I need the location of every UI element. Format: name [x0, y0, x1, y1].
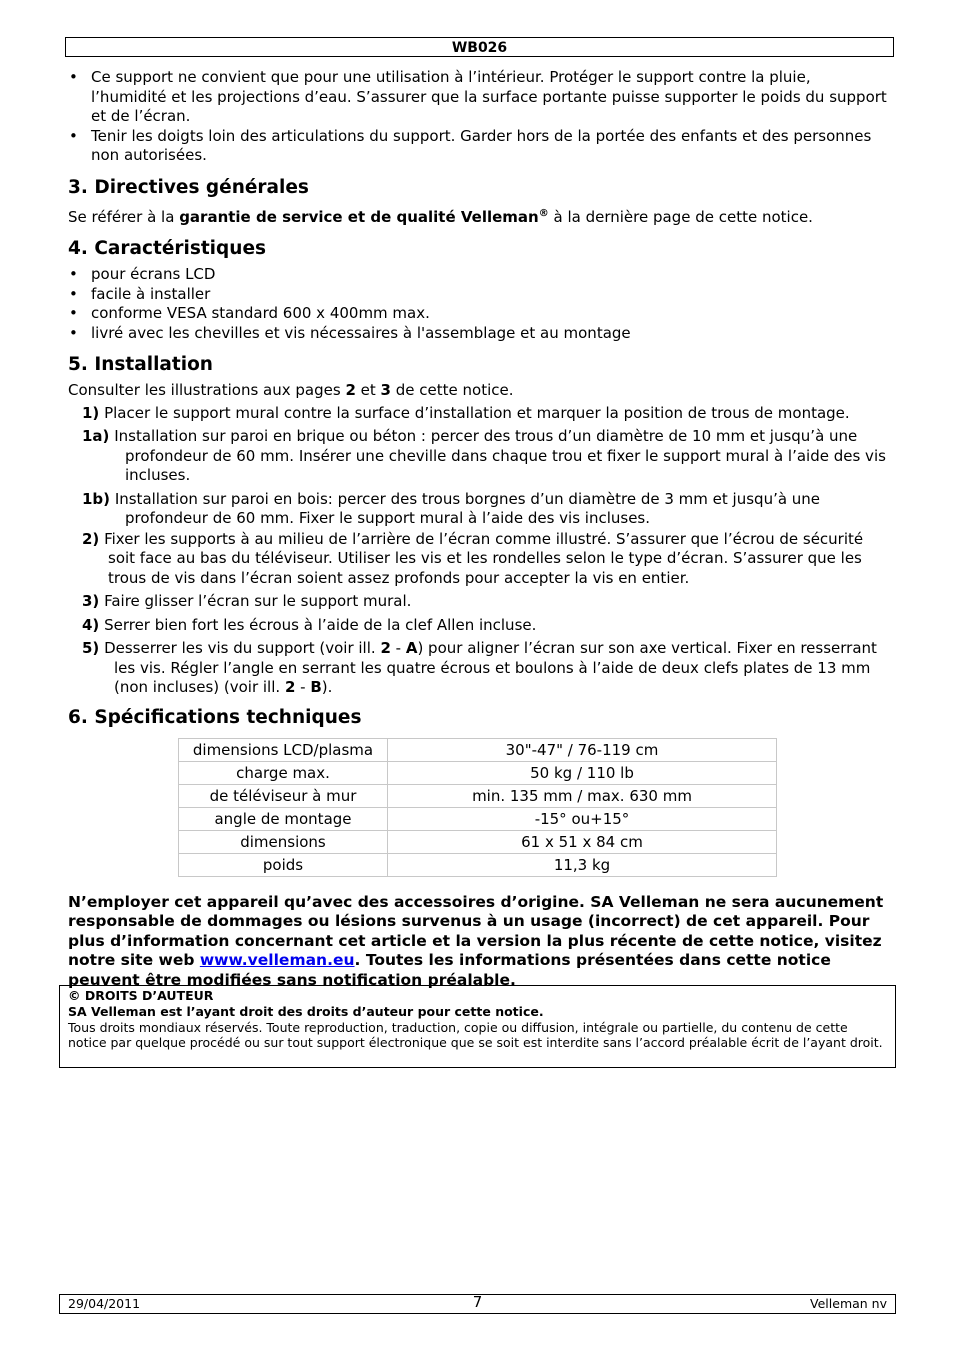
copyright-box	[59, 985, 896, 1068]
step-text-bold: A	[405, 639, 418, 657]
spec-key: poids	[179, 853, 388, 876]
step-text: -	[295, 678, 311, 696]
notice-text: N’employer cet appareil qu’avec des accessoires d’origine. SA Velleman ne sera aucunement responsable de dommages ou lésions survenus à un usage (incorrect) de cet appareil. Pour plus d’information concernant cet article et la version la plus récente de cette notice, visitez notre site web	[68, 892, 884, 969]
copyright-title: © DROITS D’AUTEUR	[68, 988, 214, 1003]
step-text: Desserrer les vis du support (voir ill.	[104, 639, 381, 657]
step-text: ).	[321, 678, 333, 696]
text-run: de cette notice.	[390, 381, 514, 399]
page-number: 7	[472, 1293, 483, 1311]
table-row	[179, 830, 777, 853]
spec-key: dimensions LCD/plasma	[179, 738, 388, 761]
text-run: à la dernière page de cette notice.	[548, 207, 813, 226]
step-item	[68, 639, 888, 698]
text-run-bold: 3	[380, 381, 391, 399]
list-item: • livré avec les chevilles et vis nécessaires à l'assemblage et au montage	[91, 324, 888, 344]
intro-bullet-list	[68, 68, 888, 166]
website-link[interactable]: www.velleman.eu	[199, 951, 355, 969]
features-list	[68, 265, 888, 343]
step-number: 1b)	[82, 489, 111, 508]
section-heading-caracteristiques: 4. Caractéristiques	[68, 238, 266, 259]
text-run: et	[355, 381, 381, 399]
copyright-owner: SA Velleman est l’ayant droit des droits d’auteur pour cette notice.	[68, 1003, 544, 1019]
spec-value: min. 135 mm / max. 630 mm	[388, 784, 777, 807]
step-number: 3)	[82, 592, 100, 610]
document-body	[68, 68, 888, 990]
list-item: • Tenir les doigts loin des articulations du support. Garder hors de la portée des enfants et des personnes non autorisées.	[91, 127, 888, 166]
step-item	[68, 404, 888, 424]
section-heading-directives: 3. Directives générales	[68, 176, 309, 198]
step-number: 1a)	[82, 427, 110, 445]
step-text: Installation sur paroi en brique ou béton : percer des trous d’un diamètre de 10 mm et jusqu’à une profondeur de 60 mm. Insérer une cheville dans chaque trou et fixer le support mural à l’aide des vis incluses.	[114, 427, 886, 484]
list-item: • pour écrans LCD	[91, 265, 888, 285]
section-heading-installation: 5. Installation	[68, 354, 213, 375]
step-text: ) pour aligner l’écran sur son axe vertical. Fixer en resserrant les vis. Régler l’angle en serrant les quatre écrous et boulons à l’aide de deux clefs plates de 13 mm (non incluses) (voir ill.	[114, 639, 877, 696]
text-run-bold: garantie de service et de qualité Velleman	[179, 207, 539, 226]
step-item	[68, 592, 888, 612]
table-row	[179, 807, 777, 830]
spec-value: 30"-47" / 76-119 cm	[388, 738, 777, 761]
step-item	[68, 530, 888, 589]
text-run-bold: 2	[345, 381, 356, 399]
table-row	[179, 761, 777, 784]
installation-intro	[68, 381, 888, 401]
spec-key: angle de montage	[179, 807, 388, 830]
notice-text: . Toutes les informations présentées dans cette notice peuvent être modifiées sans notification préalable.	[68, 951, 831, 989]
step-number: 5)	[82, 639, 100, 657]
list-item: • facile à installer	[91, 285, 888, 305]
step-item	[68, 427, 888, 486]
spec-value: 11,3 kg	[388, 853, 777, 876]
step-text-bold: 2	[380, 639, 391, 657]
spec-value: 50 kg / 110 lb	[388, 761, 777, 784]
section-heading-specifications: 6. Spécifications techniques	[68, 706, 362, 728]
step-text: Serrer bien fort les écrous à l’aide de la clef Allen incluse.	[104, 615, 537, 634]
text-run: Consulter les illustrations aux pages	[68, 381, 346, 399]
step-text: Installation sur paroi en bois: percer des trous borgnes d’un diamètre de 3 mm et jusqu’à une profondeur de 60 mm. Fixer le support mural à l’aide des vis incluses.	[114, 489, 821, 527]
step-text: Placer le support mural contre la surface d’installation et marquer la position de trous de montage.	[104, 403, 850, 422]
step-item	[68, 616, 888, 636]
step-text: Fixer les supports à au milieu de l’arrière de l’écran comme illustré. S’assurer que l’écrou de sécurité soit face au bas du téléviseur. Utiliser les vis et les rondelles selon le type d’écran. S’assurer que les trous de vis dans l’écran soient assez profonds pour accepter la vis en entier.	[104, 529, 864, 587]
spec-value: 61 x 51 x 84 cm	[388, 830, 777, 853]
list-item: • Ce support ne convient que pour une utilisation à l’intérieur. Protéger le support contre la pluie, l’humidité et les projections d’eau. S’assurer que la surface portante puisse supporter le poids du support et de l’écran.	[91, 68, 888, 127]
installation-steps	[68, 404, 888, 698]
step-text: -	[390, 639, 406, 657]
registered-mark: ®	[538, 207, 549, 219]
footer-date: 29/04/2011	[68, 1296, 141, 1311]
footer-company: Velleman nv	[810, 1296, 887, 1311]
step-number: 2)	[82, 529, 100, 548]
table-row	[179, 738, 777, 761]
specifications-table	[178, 738, 777, 877]
page-header: WB026	[65, 37, 894, 57]
step-number: 4)	[82, 615, 100, 634]
step-item	[68, 490, 888, 529]
table-row	[179, 784, 777, 807]
table-row	[179, 853, 777, 876]
legal-notice	[68, 893, 888, 991]
spec-key: de téléviseur à mur	[179, 784, 388, 807]
text-run: Se référer à la	[68, 207, 180, 226]
copyright-text: Tous droits mondiaux réservés. Toute reproduction, traduction, copie ou diffusion, intégrale ou partielle, du contenu de cette notice par quelque procédé ou sur tout support électronique que se soit est interdite sans l’accord préalable écrit de l’ayant droit.	[68, 1019, 883, 1051]
spec-key: charge max.	[179, 761, 388, 784]
directives-text	[68, 204, 888, 228]
list-item: • conforme VESA standard 600 x 400mm max.	[91, 304, 888, 324]
step-text-bold: B	[310, 678, 322, 696]
page-footer	[59, 1294, 896, 1314]
spec-key: dimensions	[179, 830, 388, 853]
step-text-bold: 2	[284, 678, 296, 696]
spec-value: -15° ou+15°	[388, 807, 777, 830]
step-number: 1)	[82, 403, 100, 422]
step-text: Faire glisser l’écran sur le support mural.	[104, 592, 412, 610]
